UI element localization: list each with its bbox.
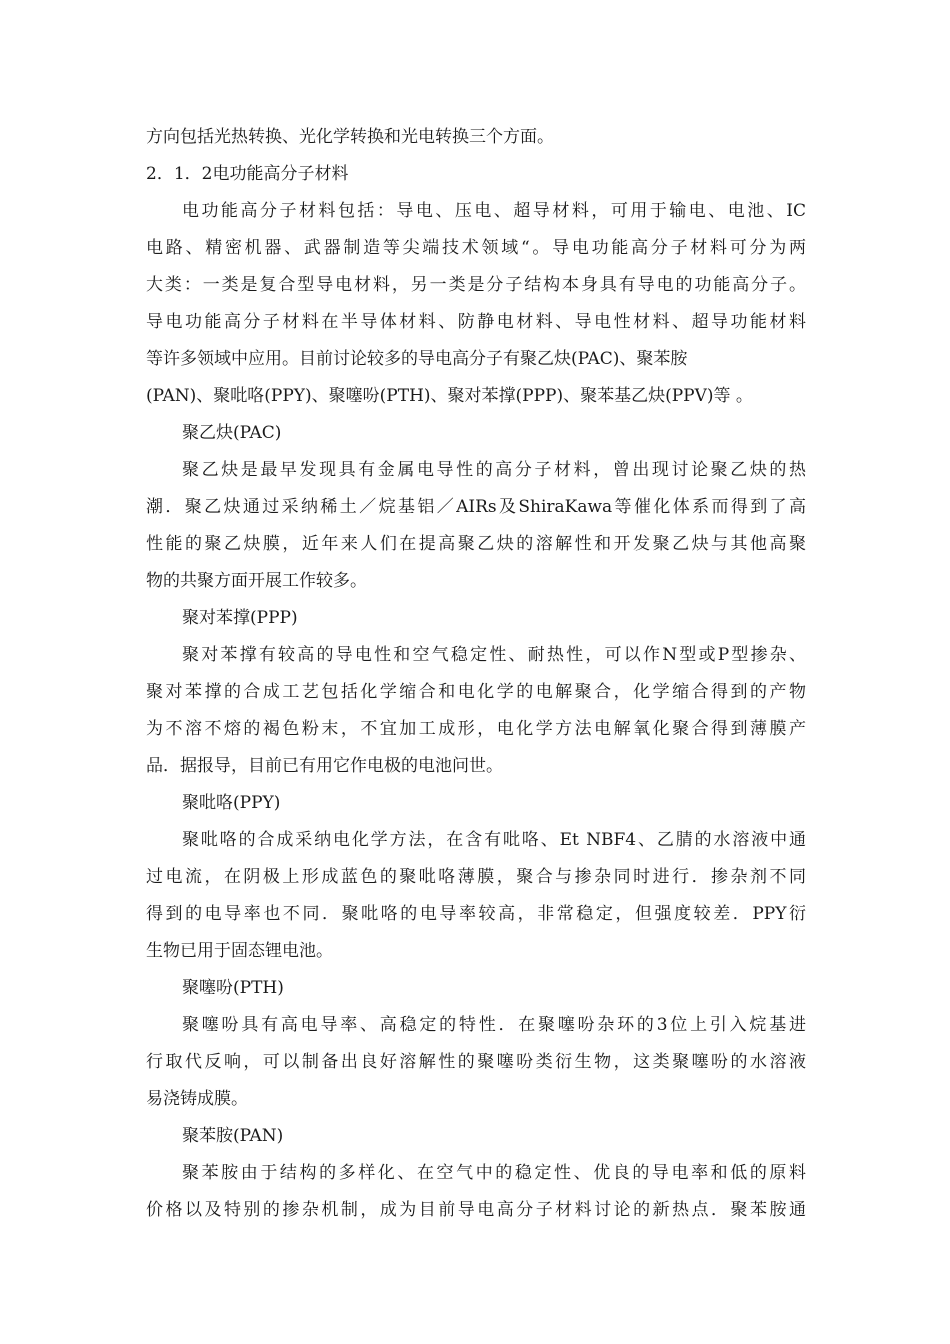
text-line: 价格以及特别的掺杂机制，成为目前导电高分子材料讨论的新热点．聚苯胺通 (146, 1200, 806, 1220)
text-line: 物的共聚方面开展工作较多。 (146, 571, 367, 591)
text-line: 电功能高分子材料包括：导电、压电、超导材料，可用于输电、电池、IC (182, 201, 806, 221)
text-line: 易浇铸成膜。 (146, 1089, 248, 1109)
section-heading: 2．1．2电功能高分子材料 (146, 164, 349, 184)
text-line: 品．据报导，目前已有用它作电极的电池问世。 (146, 756, 503, 776)
text-line: 过电流，在阴极上形成蓝色的聚吡咯薄膜，聚合与掺杂同时进行．掺杂剂不同 (146, 867, 806, 887)
text-line: 性能的聚乙炔膜，近年来人们在提高聚乙炔的溶解性和开发聚乙炔与其他高聚 (146, 534, 806, 554)
text-line: 行取代反响，可以制备出良好溶解性的聚噻吩类衍生物，这类聚噻吩的水溶液 (146, 1052, 806, 1072)
text-line: 导电功能高分子材料在半导体材料、防静电材料、导电性材料、超导功能材料 (146, 312, 806, 332)
text-line: (PAN)、聚吡咯(PPY)、聚噻吩(PTH)、聚对苯撑(PPP)、聚苯基乙炔(PPV)等 。 (146, 386, 753, 406)
text-line: 聚吡咯的合成采纳电化学方法，在含有吡咯、Et NBF4、乙腈的水溶液中通 (182, 830, 806, 850)
text-line: 聚噻吩具有高电导率、高稳定的特性．在聚噻吩杂环的3位上引入烷基进 (182, 1015, 806, 1035)
text-line: 潮．聚乙炔通过采纳稀土／烷基铝／AIRs及ShiraKawa等催化体系而得到了高 (146, 497, 806, 517)
text-line: 大类：一类是复合型导电材料，另一类是分子结构本身具有导电的功能高分子。 (146, 275, 806, 295)
subheading-pan: 聚苯胺(PAN) (182, 1126, 284, 1146)
text-line: 为不溶不熔的褐色粉末，不宜加工成形，电化学方法电解氧化聚合得到薄膜产 (146, 719, 806, 739)
subheading-ppy: 聚吡咯(PPY) (182, 793, 281, 813)
text-line: 聚苯胺由于结构的多样化、在空气中的稳定性、优良的导电率和低的原料 (182, 1163, 806, 1183)
text-line: 等许多领域中应用。目前讨论较多的导电高分子有聚乙炔(PAC)、聚苯胺 (146, 349, 688, 369)
text-line: 方向包括光热转换、光化学转换和光电转换三个方面。 (146, 127, 554, 147)
text-line: 得到的电导率也不同．聚吡咯的电导率较高，非常稳定，但强度较差．PPY衍 (146, 904, 806, 924)
text-line: 聚对苯撑的合成工艺包括化学缩合和电化学的电解聚合，化学缩合得到的产物 (146, 682, 806, 702)
text-line: 聚对苯撑有较高的导电性和空气稳定性、耐热性，可以作N型或P型掺杂、 (182, 645, 806, 665)
text-line: 聚乙炔是最早发现具有金属电导性的高分子材料，曾出现讨论聚乙炔的热 (182, 460, 806, 480)
subheading-ppp: 聚对苯撑(PPP) (182, 608, 298, 628)
text-line: 生物已用于固态锂电池。 (146, 941, 333, 961)
subheading-pth: 聚噻吩(PTH) (182, 978, 284, 998)
subheading-pac: 聚乙炔(PAC) (182, 423, 282, 443)
text-line: 电路、精密机器、武器制造等尖端技术领域“。导电功能高分子材料可分为两 (146, 238, 806, 258)
